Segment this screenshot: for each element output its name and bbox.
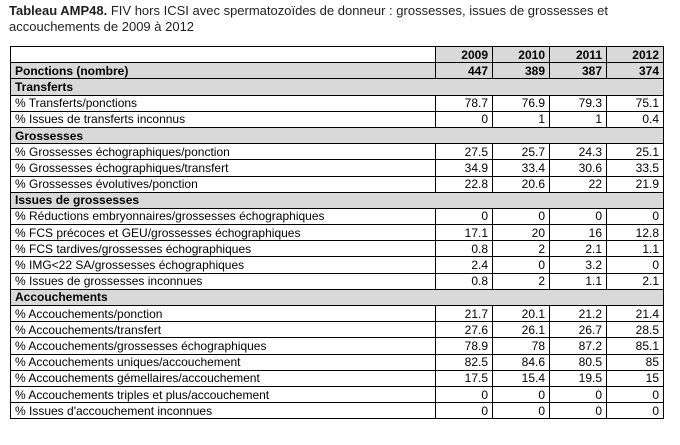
row-label: % Réductions embryonnaires/grossesses échographiques bbox=[11, 208, 436, 224]
row-value: 33.5 bbox=[607, 160, 664, 176]
row-value: 0 bbox=[607, 386, 664, 402]
row-value: 389 bbox=[493, 63, 550, 79]
row-value: 85 bbox=[607, 354, 664, 370]
row-value: 85.1 bbox=[607, 338, 664, 354]
row-value: 387 bbox=[550, 63, 607, 79]
row-label: % Accouchements gémellaires/accouchement bbox=[11, 370, 436, 386]
row-label: % Accouchements/ponction bbox=[11, 306, 436, 322]
table-row bbox=[11, 306, 664, 322]
row-value: 0 bbox=[550, 403, 607, 419]
row-value: 34.9 bbox=[436, 160, 493, 176]
row-label: % Grossesses échographiques/transfert bbox=[11, 160, 436, 176]
row-value: 21.9 bbox=[607, 176, 664, 192]
row-value: 0 bbox=[493, 386, 550, 402]
row-value: 26.1 bbox=[493, 322, 550, 338]
year-header: 2010 bbox=[493, 47, 550, 63]
section-title: Issues de grossesses bbox=[11, 192, 664, 208]
row-value: 3.2 bbox=[550, 257, 607, 273]
row-value: 0 bbox=[493, 257, 550, 273]
row-value: 84.6 bbox=[493, 354, 550, 370]
row-value: 0.8 bbox=[436, 241, 493, 257]
row-value: 16 bbox=[550, 225, 607, 241]
row-value: 0 bbox=[436, 403, 493, 419]
section-title: Grossesses bbox=[11, 127, 664, 143]
section-title: Accouchements bbox=[11, 289, 664, 305]
row-label: % FCS tardives/grossesses échographiques bbox=[11, 241, 436, 257]
year-header: 2011 bbox=[550, 47, 607, 63]
section-row bbox=[11, 79, 664, 95]
row-value: 15 bbox=[607, 370, 664, 386]
row-value: 0 bbox=[436, 111, 493, 127]
section-row bbox=[11, 127, 664, 143]
row-value: 1 bbox=[550, 111, 607, 127]
row-value: 1 bbox=[493, 111, 550, 127]
row-label: Ponctions (nombre) bbox=[11, 63, 436, 79]
table-row bbox=[11, 225, 664, 241]
row-value: 75.1 bbox=[607, 95, 664, 111]
row-value: 21.7 bbox=[436, 306, 493, 322]
table-row bbox=[11, 208, 664, 224]
row-value: 17.5 bbox=[436, 370, 493, 386]
table-row bbox=[11, 273, 664, 289]
row-value: 2.1 bbox=[550, 241, 607, 257]
row-value: 1.1 bbox=[550, 273, 607, 289]
row-label: % FCS précoces et GEU/grossesses échographiques bbox=[11, 225, 436, 241]
row-value: 0 bbox=[436, 208, 493, 224]
row-value: 22.8 bbox=[436, 176, 493, 192]
row-value: 78 bbox=[493, 338, 550, 354]
section-row bbox=[11, 192, 664, 208]
table-row bbox=[11, 176, 664, 192]
row-value: 0 bbox=[607, 403, 664, 419]
row-value: 12.8 bbox=[607, 225, 664, 241]
table-row bbox=[11, 95, 664, 111]
header-row bbox=[11, 47, 664, 63]
row-value: 21.2 bbox=[550, 306, 607, 322]
row-value: 0.8 bbox=[436, 273, 493, 289]
row-value: 80.5 bbox=[550, 354, 607, 370]
row-value: 24.3 bbox=[550, 144, 607, 160]
row-value: 82.5 bbox=[436, 354, 493, 370]
row-value: 20.1 bbox=[493, 306, 550, 322]
row-value: 21.4 bbox=[607, 306, 664, 322]
row-value: 26.7 bbox=[550, 322, 607, 338]
table-row bbox=[11, 354, 664, 370]
row-label: % Issues de transferts inconnus bbox=[11, 111, 436, 127]
row-value: 2 bbox=[493, 273, 550, 289]
table-row bbox=[11, 241, 664, 257]
row-value: 0 bbox=[550, 386, 607, 402]
row-value: 76.9 bbox=[493, 95, 550, 111]
row-value: 20 bbox=[493, 225, 550, 241]
table-code: Tableau AMP48. bbox=[9, 3, 108, 18]
year-header: 2012 bbox=[607, 47, 664, 63]
year-header: 2009 bbox=[436, 47, 493, 63]
row-label: % Accouchements uniques/accouchement bbox=[11, 354, 436, 370]
row-value: 87.2 bbox=[550, 338, 607, 354]
header-blank-cell bbox=[11, 47, 436, 63]
table-caption: FIV hors ICSI avec spermatozoïdes de donneur : grossesses, issues de grossesses et accouchements de 2009 à 2012 bbox=[9, 3, 608, 34]
row-value: 79.3 bbox=[550, 95, 607, 111]
row-label: % IMG<22 SA/grossesses échographiques bbox=[11, 257, 436, 273]
row-value: 447 bbox=[436, 63, 493, 79]
row-value: 2.1 bbox=[607, 273, 664, 289]
table-row bbox=[11, 386, 664, 402]
table-row bbox=[11, 403, 664, 419]
table-row bbox=[11, 160, 664, 176]
row-value: 2.4 bbox=[436, 257, 493, 273]
row-value: 0.4 bbox=[607, 111, 664, 127]
row-label: % Grossesses échographiques/ponction bbox=[11, 144, 436, 160]
row-value: 27.6 bbox=[436, 322, 493, 338]
ponctions-row bbox=[11, 63, 664, 79]
data-table bbox=[10, 46, 664, 419]
row-label: % Accouchements/grossesses échographiques bbox=[11, 338, 436, 354]
table-row bbox=[11, 322, 664, 338]
section-row bbox=[11, 289, 664, 305]
row-value: 30.6 bbox=[550, 160, 607, 176]
table-row bbox=[11, 257, 664, 273]
row-value: 22 bbox=[550, 176, 607, 192]
row-value: 20.6 bbox=[493, 176, 550, 192]
row-label: % Accouchements triples et plus/accouchement bbox=[11, 386, 436, 402]
row-value: 0 bbox=[493, 208, 550, 224]
row-label: % Issues d'accouchement inconnues bbox=[11, 403, 436, 419]
table-row bbox=[11, 144, 664, 160]
row-label: % Grossesses évolutives/ponction bbox=[11, 176, 436, 192]
row-value: 0 bbox=[550, 208, 607, 224]
row-value: 25.1 bbox=[607, 144, 664, 160]
row-label: % Issues de grossesses inconnues bbox=[11, 273, 436, 289]
row-value: 374 bbox=[607, 63, 664, 79]
table-row bbox=[11, 370, 664, 386]
table-row bbox=[11, 338, 664, 354]
row-label: % Transferts/ponctions bbox=[11, 95, 436, 111]
row-value: 33.4 bbox=[493, 160, 550, 176]
row-value: 0 bbox=[607, 257, 664, 273]
row-value: 25.7 bbox=[493, 144, 550, 160]
row-value: 1.1 bbox=[607, 241, 664, 257]
row-value: 17.1 bbox=[436, 225, 493, 241]
row-value: 28.5 bbox=[607, 322, 664, 338]
row-label: % Accouchements/transfert bbox=[11, 322, 436, 338]
section-title: Transferts bbox=[11, 79, 664, 95]
row-value: 2 bbox=[493, 241, 550, 257]
row-value: 19.5 bbox=[550, 370, 607, 386]
row-value: 0 bbox=[436, 386, 493, 402]
row-value: 0 bbox=[493, 403, 550, 419]
row-value: 27.5 bbox=[436, 144, 493, 160]
row-value: 15.4 bbox=[493, 370, 550, 386]
row-value: 78.7 bbox=[436, 95, 493, 111]
table-title bbox=[9, 3, 674, 35]
row-value: 0 bbox=[607, 208, 664, 224]
row-value: 78.9 bbox=[436, 338, 493, 354]
table-row bbox=[11, 111, 664, 127]
